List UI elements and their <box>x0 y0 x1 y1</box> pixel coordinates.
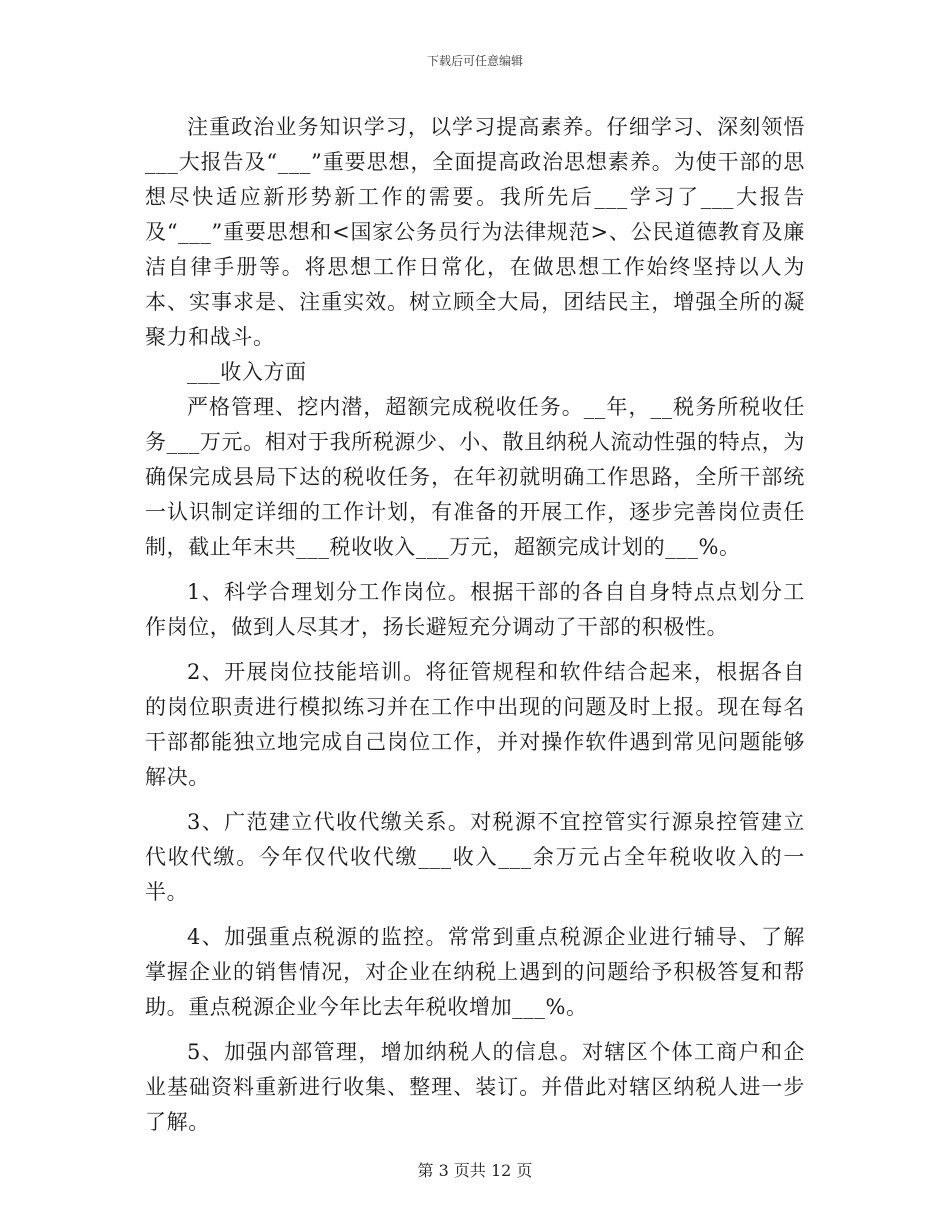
paragraph-item-5: 5、加强内部管理，增加纳税人的信息。对辖区个体工商户和企业基础资料重新进行收集、整理、装订。并借此对辖区纳税人进一步了解。 <box>145 1040 805 1134</box>
paragraph-item-1: 1、科学合理划分工作岗位。根据干部的各自自身特点点划分工作岗位，做到人尽其才，扬长避短充分调动了干部的积极性。 <box>145 580 805 639</box>
paragraph-item-4: 4、加强重点税源的监控。常常到重点税源企业进行辅导、了解掌握企业的销售情况，对企业在纳税上遇到的问题给予积极答复和帮助。重点税源企业今年比去年税收增加___%。 <box>145 925 805 1019</box>
paragraph-tax-task: 严格管理、挖内潜，超额完成税收任务。__年，__税务所税收任务___万元。相对于我所税源少、小、散且纳税人流动性强的特点，为确保完成县局下达的税收任务，在年初就明确工作思路，全所干部统一认识制定详细的工作计划，有准备的开展工作，逐步完善岗位责任制，截止年末共___税收收入___万元，超额完成计划的___%。 <box>145 395 805 559</box>
paragraph-item-3: 3、广范建立代收代缴关系。对税源不宜控管实行源泉控管建立代收代缴。今年仅代收代缴___收入___余万元占全年税收收入的一半。 <box>145 810 805 904</box>
page-footer: 第 3 页共 12 页 <box>417 1161 533 1180</box>
section-heading-income: ___收入方面 <box>187 360 307 384</box>
document-body <box>145 110 805 1140</box>
paragraph-item-2: 2、开展岗位技能培训。将征管规程和软件结合起来，根据各自的岗位职责进行模拟练习并在工作中出现的问题及时上报。现在每名干部都能独立地完成自己岗位工作，并对操作软件遇到常见问题能够解决。 <box>145 660 805 789</box>
paragraph-political-study: 注重政治业务知识学习，以学习提高素养。仔细学习、深刻领悟___大报告及“___”重要思想，全面提高政治思想素养。为使干部的思想尽快适应新形势新工作的需要。我所先后___学习了___大报告及“___”重要思想和<国家公务员行为法律规范>、公民道德教育及廉洁自律手册等。将思想工作日常化，在做思想工作始终坚持以人为本、实事求是、注重实效。树立顾全大局，团结民主，增强全所的凝聚力和战斗。 <box>145 115 805 349</box>
page-header: 下载后可任意编辑 <box>426 54 523 68</box>
